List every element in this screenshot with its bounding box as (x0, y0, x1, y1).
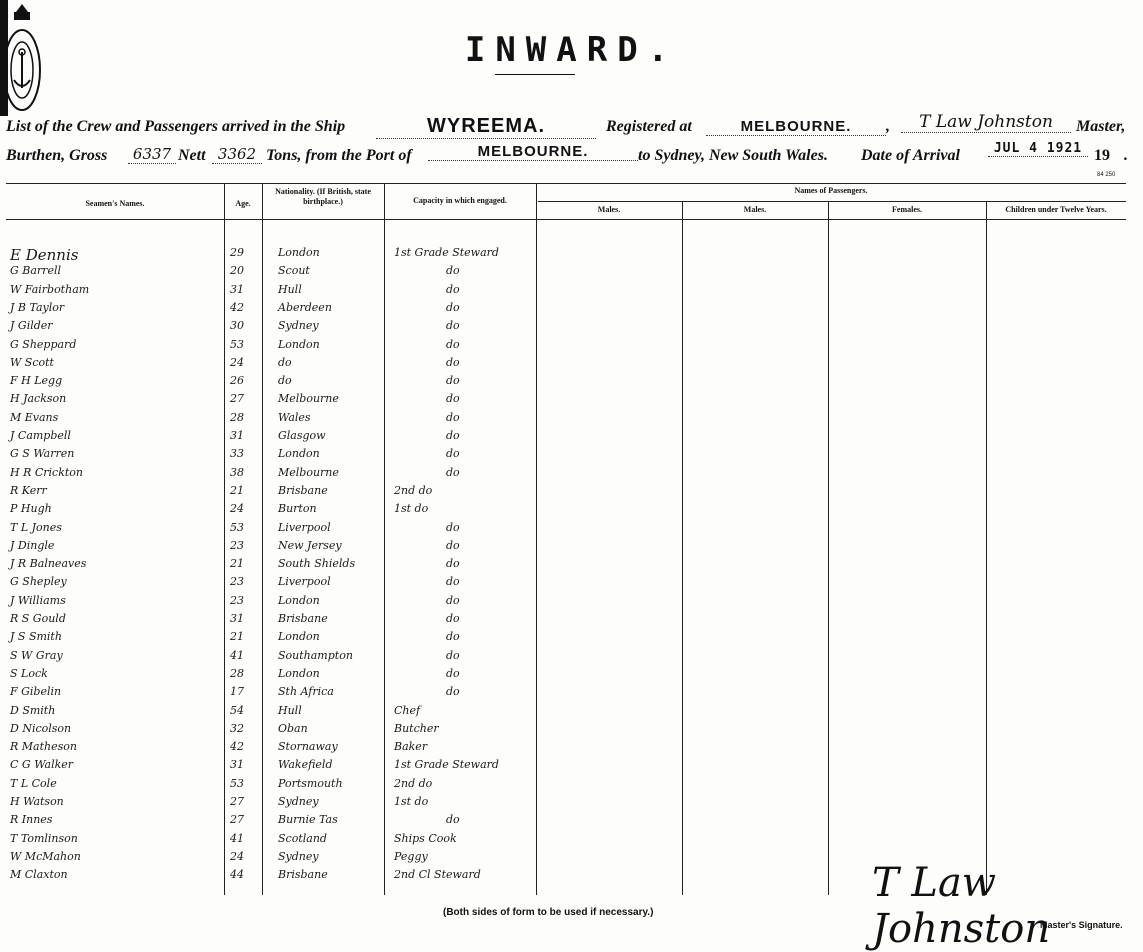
crew-capacity: 2nd do (394, 776, 433, 790)
table-header-rule (6, 219, 1126, 220)
crew-name: J Gilder (10, 319, 53, 333)
crew-nationality: Brisbane (278, 483, 328, 497)
crew-capacity: 1st Grade Steward (394, 246, 499, 259)
crew-age: 28 (230, 666, 244, 680)
crew-nationality: Sydney (278, 319, 319, 333)
crew-capacity: 2nd do (394, 483, 433, 497)
passenger-subheader-rule (538, 201, 1126, 202)
registered-port: MELBOURNE. (706, 118, 886, 136)
col-header-children: Children under Twelve Years. (1005, 205, 1107, 214)
crew-name: M Evans (10, 410, 59, 424)
crew-age: 27 (230, 392, 244, 406)
crew-age: 32 (230, 721, 244, 735)
crew-capacity: do (446, 337, 460, 351)
crew-capacity: Ships Cook (394, 831, 457, 845)
crew-capacity: do (446, 593, 460, 607)
crew-nationality: Liverpool (278, 575, 331, 589)
crew-nationality: London (278, 447, 320, 461)
master-label: Master, (1076, 118, 1126, 135)
crew-name: J B Taylor (10, 300, 65, 314)
col-divider-females (828, 201, 829, 895)
crew-name: G Barrell (10, 264, 61, 278)
crew-age: 31 (230, 282, 244, 296)
crew-name: H Watson (10, 795, 64, 808)
crew-nationality: Burnie Tas (278, 813, 338, 827)
crew-name: R Innes (10, 813, 53, 827)
crew-name: T L Cole (10, 776, 57, 790)
crew-age: 24 (230, 849, 244, 863)
arrival-date-stamp: JUL 4 1921 (988, 141, 1088, 157)
crew-capacity: 1st Grade Steward (394, 758, 499, 772)
header-line-2 (6, 141, 1133, 165)
crew-age: 23 (230, 538, 244, 552)
crew-nationality: Wakefield (278, 758, 333, 772)
crew-name: R Matheson (10, 740, 77, 754)
crew-age: 41 (230, 831, 244, 845)
crew-age: 21 (230, 483, 244, 497)
crew-capacity: do (446, 319, 460, 333)
crew-age: 38 (230, 465, 244, 479)
crew-capacity: Baker (394, 740, 428, 754)
crew-nationality: Hull (278, 282, 302, 296)
date-period: . (1124, 147, 1128, 164)
crew-age: 53 (230, 776, 244, 790)
crew-name: P Hugh (10, 502, 52, 516)
crew-name: R Kerr (10, 483, 47, 497)
ship-name: WYREEMA. (376, 115, 596, 139)
crew-name: W Fairbotham (10, 282, 90, 296)
crew-nationality: London (278, 666, 320, 680)
list-prefix: List of the Crew and Passengers arrived in the Ship (6, 118, 346, 135)
page-title: INWARD. (464, 30, 679, 70)
crew-nationality: Brisbane (278, 868, 328, 882)
crew-nationality: London (278, 593, 320, 607)
crew-age: 27 (230, 813, 244, 827)
crew-capacity: do (446, 374, 460, 388)
crew-age: 28 (230, 410, 244, 424)
crew-age: 20 (230, 264, 244, 278)
crew-capacity: do (446, 264, 460, 278)
crew-nationality: Wales (278, 410, 311, 424)
crew-name: J Dingle (10, 538, 55, 552)
signature-label: Master's Signature. (1040, 920, 1123, 930)
crew-nationality: Burton (278, 502, 317, 516)
crew-name: W Scott (10, 355, 54, 369)
crew-name: F Gibelin (10, 685, 62, 699)
crew-capacity: Butcher (394, 721, 439, 735)
crew-nationality: Liverpool (278, 520, 331, 534)
crew-name: G S Warren (10, 447, 75, 461)
crew-nationality: Aberdeen (278, 300, 332, 314)
col-header-males-1: Males. (597, 205, 621, 214)
nett-tons: 3362 (212, 145, 262, 164)
crew-name: W McMahon (10, 849, 81, 863)
col-header-nationality: Nationality. (If British, state birthplace.) (275, 187, 371, 206)
crew-nationality: London (278, 246, 320, 259)
crew-nationality: Glasgow (278, 429, 326, 442)
crew-nationality: Brisbane (278, 612, 328, 625)
crew-name: E Dennis (10, 246, 79, 264)
crew-name: G Shepley (10, 575, 67, 589)
crew-age: 21 (230, 557, 244, 571)
crew-age: 29 (230, 246, 244, 259)
crew-table (6, 183, 1126, 895)
crew-capacity: do (446, 520, 460, 534)
crew-nationality: New Jersey (278, 538, 342, 552)
crew-nationality: Sydney (278, 795, 319, 808)
crew-name: G Sheppard (10, 337, 77, 351)
crew-name: T L Jones (10, 520, 62, 534)
crew-capacity: Chef (394, 703, 421, 717)
gross-tons: 6337 (128, 145, 176, 164)
col-divider-age (224, 183, 225, 895)
crew-capacity: do (446, 575, 460, 589)
form-number: 84 250 (1097, 172, 1116, 178)
crew-age: 26 (230, 374, 244, 388)
crew-capacity: do (446, 557, 460, 571)
crew-name: R S Gould (10, 612, 66, 625)
crew-age: 31 (230, 429, 244, 442)
crew-nationality: Scout (278, 264, 310, 278)
crew-name: J Campbell (10, 429, 71, 442)
crew-capacity: do (446, 355, 460, 369)
crew-age: 24 (230, 355, 244, 369)
crew-capacity: Peggy (394, 849, 428, 863)
col-divider-males2 (682, 201, 683, 895)
crew-capacity: 1st do (394, 795, 429, 808)
crew-capacity: do (446, 282, 460, 296)
crew-capacity: do (446, 429, 460, 442)
col-divider-capacity (384, 183, 385, 895)
crew-age: 31 (230, 612, 244, 625)
crew-name: D Nicolson (10, 721, 72, 735)
crew-capacity: do (446, 300, 460, 314)
nett-label: Nett (178, 147, 206, 164)
crew-capacity: do (446, 630, 460, 644)
crew-age: 42 (230, 300, 244, 314)
crew-nationality: London (278, 630, 320, 644)
crew-age: 54 (230, 703, 244, 717)
crew-nationality: Melbourne (278, 392, 339, 406)
col-header-age: Age. (235, 199, 251, 208)
crew-capacity: do (446, 612, 460, 625)
burthen-label: Burthen, Gross (6, 147, 108, 164)
header-line-1 (6, 112, 1133, 137)
col-header-passengers: Names of Passengers. (794, 186, 868, 195)
col-divider-passengers (536, 183, 537, 895)
crew-capacity: do (446, 465, 460, 479)
table-top-rule (6, 183, 1126, 184)
crew-name: S W Gray (10, 648, 63, 662)
crew-nationality: Stornaway (278, 740, 338, 754)
crew-age: 24 (230, 502, 244, 516)
crew-capacity: 2nd Cl Steward (394, 868, 481, 882)
crew-age: 30 (230, 319, 244, 333)
crew-age: 41 (230, 648, 244, 662)
crew-age: 53 (230, 520, 244, 534)
crew-capacity: do (446, 666, 460, 680)
crew-nationality: Scotland (278, 831, 327, 845)
crew-nationality: Melbourne (278, 465, 339, 479)
crew-nationality: Southampton (278, 648, 353, 662)
crew-age: 17 (230, 685, 244, 699)
crew-age: 53 (230, 337, 244, 351)
crew-nationality: Oban (278, 721, 308, 735)
year-suffix: 19 (1094, 147, 1110, 164)
date-of-arrival-label: Date of Arrival (861, 147, 960, 164)
destination-label: to Sydney, New South Wales. (638, 147, 828, 164)
crew-age: 31 (230, 758, 244, 772)
crew-nationality: Sydney (278, 849, 319, 863)
crew-capacity: do (446, 392, 460, 406)
master-signature: T Law Johnston (872, 860, 1051, 952)
col-header-capacity: Capacity in which engaged. (413, 196, 507, 205)
crew-name: M Claxton (10, 868, 68, 882)
registered-label: Registered at (606, 118, 692, 135)
crew-name: H Jackson (10, 392, 67, 406)
crew-capacity: do (446, 685, 460, 699)
col-divider-children (986, 201, 987, 895)
crew-age: 44 (230, 868, 244, 882)
crew-name: D Smith (10, 703, 56, 717)
crew-capacity: do (446, 447, 460, 461)
crew-name: C G Walker (10, 758, 74, 772)
col-divider-nationality (262, 183, 263, 895)
crew-name: J S Smith (10, 630, 62, 644)
crew-name: J Williams (10, 593, 66, 607)
crew-nationality: do (278, 374, 292, 388)
crew-capacity: do (446, 538, 460, 552)
crew-age: 33 (230, 447, 244, 461)
crew-name: F H Legg (10, 374, 63, 388)
crew-age: 42 (230, 740, 244, 754)
crew-capacity: do (446, 813, 460, 827)
title-ornament (495, 74, 575, 75)
crew-name: H R Crickton (10, 465, 84, 479)
crew-capacity: 1st do (394, 502, 429, 516)
tons-port-label: Tons, from the Port of (266, 147, 412, 164)
crew-age: 27 (230, 795, 244, 808)
crew-name: J R Balneaves (10, 557, 87, 571)
comma-separator: , (886, 118, 890, 135)
col-header-females: Females. (892, 205, 922, 214)
crew-name: S Lock (10, 666, 48, 680)
crew-name: T Tomlinson (10, 831, 78, 845)
crew-nationality: South Shields (278, 557, 356, 571)
crew-nationality: Portsmouth (278, 776, 343, 790)
footer-note: (Both sides of form to be used if necessary.) (443, 907, 654, 918)
col-header-males-2: Males. (743, 205, 767, 214)
crew-age: 23 (230, 575, 244, 589)
crew-age: 23 (230, 593, 244, 607)
crew-nationality: do (278, 355, 292, 369)
crew-nationality: Hull (278, 703, 302, 717)
crew-nationality: Sth Africa (278, 685, 334, 699)
crew-age: 21 (230, 630, 244, 644)
crew-nationality: London (278, 337, 320, 351)
master-name: T Law Johnston (901, 112, 1071, 133)
crew-capacity: do (446, 410, 460, 424)
col-header-names: Seamen's Names. (85, 199, 145, 208)
port-of-departure: MELBOURNE. (428, 143, 638, 161)
crew-capacity: do (446, 648, 460, 662)
